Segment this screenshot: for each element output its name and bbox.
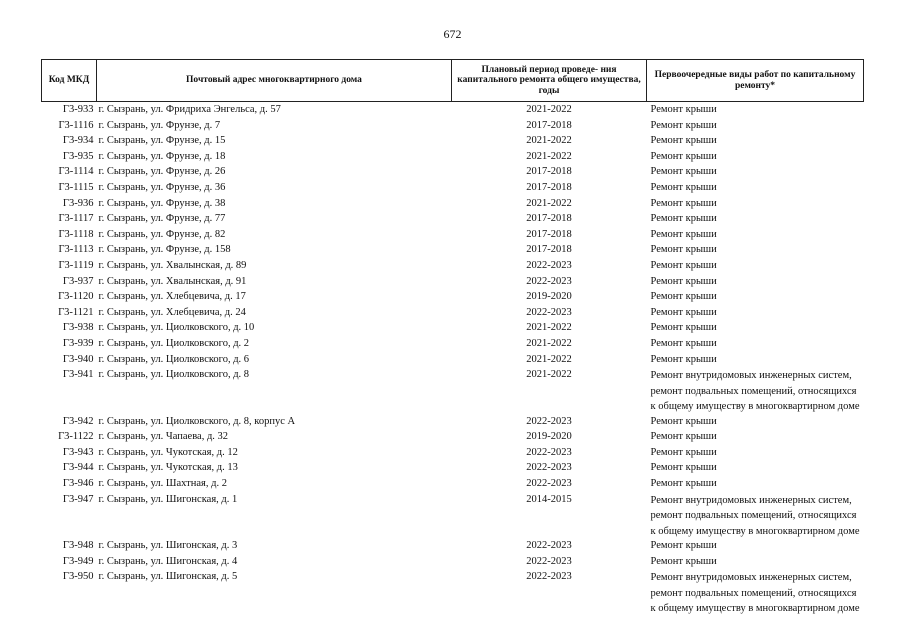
cell-period: 2022-2023 — [526, 306, 572, 318]
cell-code: Г3-941 — [62, 369, 94, 381]
cell-period: 2019-2020 — [526, 431, 572, 443]
cell-address: г. Сызрань, ул. Шигонская, д. 3 — [98, 540, 238, 552]
cell-code: Г3-1121 — [58, 306, 94, 318]
cell-works: Ремонт внутридомовых инженерных систем, ремонт подвальных помещений, относящихся к общему имуществу в многоквартирном доме — [650, 370, 860, 413]
cell-works: Ремонт крыши — [650, 197, 717, 209]
cell-works: Ремонт крыши — [650, 540, 717, 552]
table-row — [42, 197, 864, 213]
table-row — [42, 337, 864, 353]
cell-address: г. Сызрань, ул. Фрунзе, д. 26 — [98, 166, 226, 178]
cell-address: г. Сызрань, ул. Фрунзе, д. 77 — [98, 213, 226, 225]
cell-code: Г3-948 — [62, 540, 94, 552]
table-row — [42, 570, 864, 617]
cell-works: Ремонт крыши — [650, 135, 717, 147]
cell-period: 2014-2015 — [526, 493, 572, 505]
cell-period: 2017-2018 — [526, 213, 572, 225]
table-row — [42, 446, 864, 462]
capital-repair-table — [41, 59, 864, 617]
cell-period: 2017-2018 — [526, 244, 572, 256]
cell-code: Г3-1119 — [58, 259, 94, 271]
table-header — [42, 60, 864, 102]
cell-code: Г3-1120 — [58, 291, 94, 303]
cell-works: Ремонт крыши — [650, 275, 717, 287]
cell-period: 2022-2023 — [526, 571, 572, 583]
cell-code: Г3-1113 — [58, 244, 94, 256]
cell-address: г. Сызрань, ул. Хвалынская, д. 89 — [98, 259, 247, 271]
cell-address: г. Сызрань, ул. Чукотская, д. 13 — [98, 462, 238, 474]
cell-works: Ремонт крыши — [650, 166, 717, 178]
cell-period: 2017-2018 — [526, 228, 572, 240]
cell-works: Ремонт крыши — [650, 181, 717, 193]
table-row — [42, 134, 864, 150]
cell-address: г. Сызрань, ул. Фридриха Энгельса, д. 57 — [98, 104, 281, 115]
table-row — [42, 243, 864, 259]
cell-period: 2022-2023 — [526, 275, 572, 287]
cell-address: г. Сызрань, ул. Шигонская, д. 5 — [98, 571, 238, 583]
cell-address: г. Сызрань, ул. Хлебцевича, д. 17 — [98, 291, 246, 303]
cell-period: 2022-2023 — [526, 446, 572, 458]
cell-period: 2022-2023 — [526, 259, 572, 271]
cell-code: Г3-1122 — [58, 431, 94, 443]
cell-code: Г3-935 — [62, 150, 94, 162]
cell-works: Ремонт крыши — [650, 291, 717, 303]
header-works: Первоочередные виды работ по капитальному ремонту* — [647, 60, 864, 102]
cell-code: Г3-939 — [62, 337, 94, 349]
cell-code: Г3-936 — [62, 197, 94, 209]
cell-address: г. Сызрань, ул. Хлебцевича, д. 24 — [98, 306, 246, 318]
table-row — [42, 555, 864, 571]
cell-works: Ремонт крыши — [650, 337, 717, 349]
cell-address: г. Сызрань, ул. Шигонская, д. 1 — [98, 493, 238, 505]
cell-period: 2021-2022 — [526, 104, 572, 115]
table-row — [42, 461, 864, 477]
cell-address: г. Сызрань, ул. Фрунзе, д. 7 — [98, 119, 221, 131]
cell-period: 2021-2022 — [526, 369, 572, 381]
cell-period: 2022-2023 — [526, 477, 572, 489]
cell-works: Ремонт крыши — [650, 415, 717, 427]
cell-code: Г3-943 — [62, 446, 94, 458]
cell-address: г. Сызрань, ул. Фрунзе, д. 15 — [98, 135, 226, 147]
cell-code: Г3-946 — [62, 477, 94, 489]
cell-works: Ремонт крыши — [650, 119, 717, 131]
header-address: Почтовый адрес многоквартирного дома — [97, 60, 452, 102]
cell-works: Ремонт крыши — [650, 555, 717, 567]
table-row — [42, 212, 864, 228]
cell-address: г. Сызрань, ул. Циолковского, д. 2 — [98, 337, 250, 349]
cell-address: г. Сызрань, ул. Хвалынская, д. 91 — [98, 275, 247, 287]
cell-code: Г3-949 — [62, 555, 94, 567]
cell-period: 2021-2022 — [526, 150, 572, 162]
cell-works: Ремонт крыши — [650, 322, 717, 334]
table-row — [42, 259, 864, 275]
cell-period: 2021-2022 — [526, 337, 572, 349]
cell-period: 2019-2020 — [526, 291, 572, 303]
cell-address: г. Сызрань, ул. Чукотская, д. 12 — [98, 446, 238, 458]
table-row — [42, 415, 864, 431]
cell-address: г. Сызрань, ул. Фрунзе, д. 18 — [98, 150, 226, 162]
cell-address: г. Сызрань, ул. Шахтная, д. 2 — [98, 477, 227, 489]
cell-address: г. Сызрань, ул. Циолковского, д. 6 — [98, 353, 250, 365]
cell-works: Ремонт внутридомовых инженерных систем, ремонт подвальных помещений, относящихся к общему имуществу в многоквартирном доме — [650, 494, 860, 537]
header-period: Плановый период проведе- ния капитального ремонта общего имущества, годы — [452, 60, 647, 102]
cell-period: 2022-2023 — [526, 555, 572, 567]
table-row — [42, 493, 864, 540]
cell-code: Г3-1116 — [58, 119, 94, 131]
table-row — [42, 306, 864, 322]
table-row — [42, 119, 864, 135]
cell-code: Г3-944 — [62, 462, 94, 474]
page-number: 672 — [443, 27, 462, 41]
cell-code: Г3-947 — [62, 493, 94, 505]
cell-code: Г3-1117 — [58, 213, 94, 225]
cell-code: Г3-934 — [62, 135, 94, 147]
cell-address: г. Сызрань, ул. Фрунзе, д. 158 — [98, 244, 231, 256]
table-row — [42, 368, 864, 415]
cell-period: 2022-2023 — [526, 540, 572, 552]
cell-code: Г3-950 — [62, 571, 94, 583]
cell-code: Г3-1115 — [58, 181, 94, 193]
cell-code: Г3-937 — [62, 275, 94, 287]
table-row — [42, 321, 864, 337]
table-row — [42, 477, 864, 493]
cell-period: 2017-2018 — [526, 119, 572, 131]
cell-code: Г3-938 — [62, 322, 94, 334]
cell-period: 2021-2022 — [526, 353, 572, 365]
table-body — [42, 102, 864, 617]
cell-period: 2022-2023 — [526, 462, 572, 474]
cell-address: г. Сызрань, ул. Фрунзе, д. 36 — [98, 181, 226, 193]
cell-code: Г3-942 — [62, 415, 94, 427]
table-row — [42, 430, 864, 446]
cell-works: Ремонт крыши — [650, 150, 717, 162]
cell-period: 2017-2018 — [526, 166, 572, 178]
cell-code: Г3-933 — [62, 104, 94, 115]
table-row — [42, 102, 864, 119]
cell-address: г. Сызрань, ул. Чапаева, д. 32 — [98, 431, 229, 443]
cell-address: г. Сызрань, ул. Циолковского, д. 8 — [98, 369, 250, 381]
cell-works: Ремонт крыши — [650, 244, 717, 256]
table-row — [42, 165, 864, 181]
cell-works: Ремонт крыши — [650, 306, 717, 318]
table-row — [42, 290, 864, 306]
cell-address: г. Сызрань, ул. Циолковского, д. 8, корпус А — [98, 415, 296, 427]
cell-period: 2021-2022 — [526, 197, 572, 209]
cell-code: Г3-1118 — [58, 228, 94, 240]
cell-code: Г3-1114 — [58, 166, 94, 178]
cell-works: Ремонт крыши — [650, 446, 717, 458]
cell-address: г. Сызрань, ул. Фрунзе, д. 82 — [98, 228, 226, 240]
cell-works: Ремонт крыши — [650, 477, 717, 489]
cell-works: Ремонт крыши — [650, 104, 717, 115]
table-row — [42, 353, 864, 369]
cell-works: Ремонт крыши — [650, 353, 717, 365]
cell-works: Ремонт крыши — [650, 213, 717, 225]
cell-address: г. Сызрань, ул. Фрунзе, д. 38 — [98, 197, 226, 209]
cell-period: 2021-2022 — [526, 135, 572, 147]
header-code: Код МКД — [42, 60, 97, 102]
cell-works: Ремонт крыши — [650, 462, 717, 474]
table-row — [42, 228, 864, 244]
cell-period: 2022-2023 — [526, 415, 572, 427]
cell-works: Ремонт внутридомовых инженерных систем, ремонт подвальных помещений, относящихся к общему имуществу в многоквартирном доме — [650, 572, 860, 615]
cell-works: Ремонт крыши — [650, 259, 717, 271]
table-row — [42, 181, 864, 197]
table-row — [42, 539, 864, 555]
cell-works: Ремонт крыши — [650, 228, 717, 240]
table-row — [42, 275, 864, 291]
cell-works: Ремонт крыши — [650, 431, 717, 443]
cell-code: Г3-940 — [62, 353, 94, 365]
cell-address: г. Сызрань, ул. Шигонская, д. 4 — [98, 555, 238, 567]
table-row — [42, 150, 864, 166]
cell-period: 2017-2018 — [526, 181, 572, 193]
cell-period: 2021-2022 — [526, 322, 572, 334]
cell-address: г. Сызрань, ул. Циолковского, д. 10 — [98, 322, 255, 334]
